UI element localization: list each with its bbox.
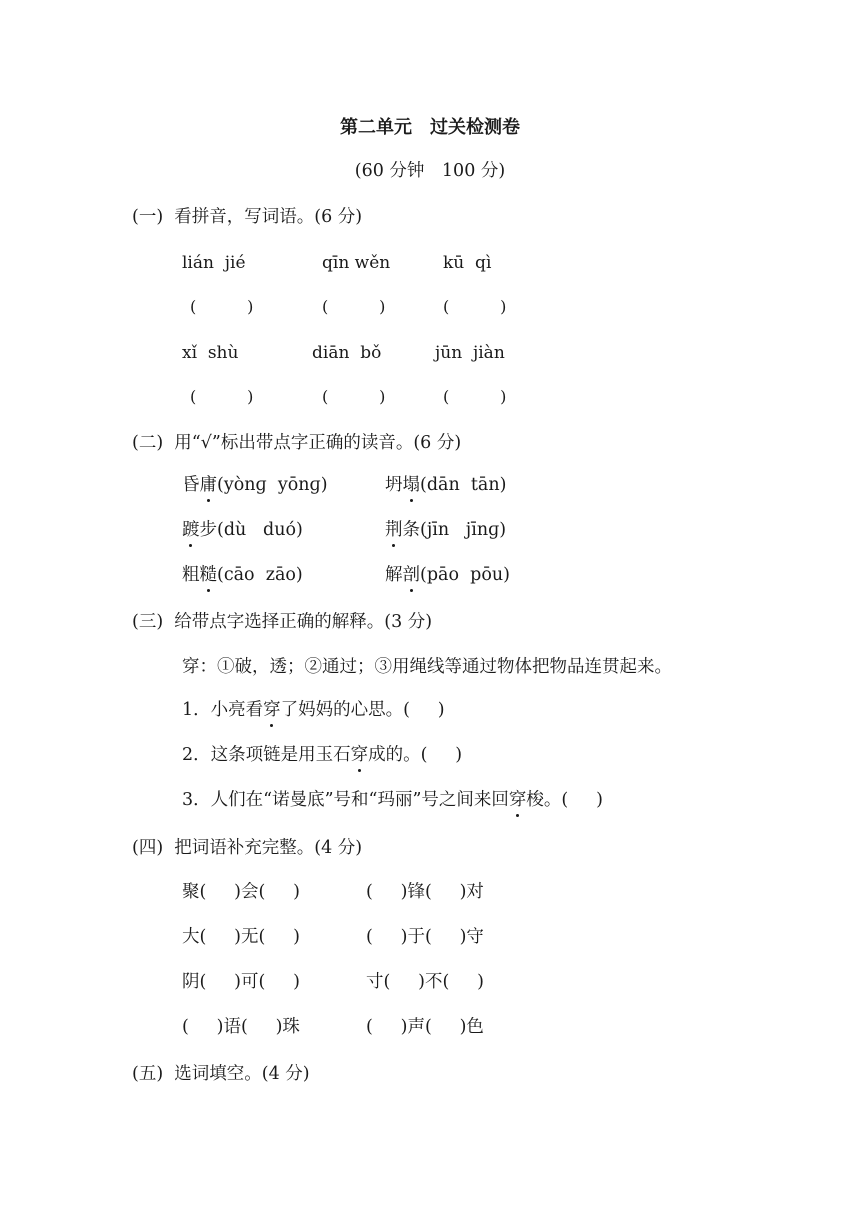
reading-item-4: 荆条(jīn jīnɡ) xyxy=(385,520,507,540)
definition-line: 穿：①破，透；②通过；③用绳线等通过物体把物品连贯起来。 xyxy=(182,657,672,677)
question-3: 3．人们在“诺曼底”号和“玛丽”号之间来回穿梭。( ) xyxy=(182,790,603,810)
pinyin-6: jūn jiàn xyxy=(435,343,505,363)
section-2-heading: (二) 用“√”标出带点字正确的读音。(6 分) xyxy=(132,433,462,453)
reading-item-1: 昏庸(yònɡ yōnɡ) xyxy=(182,475,328,495)
answer-blank-3[interactable]: ( ) xyxy=(443,297,507,316)
idiom-blank-3[interactable]: 大( )无( ) xyxy=(182,927,300,947)
idiom-blank-8[interactable]: ( )声( )色 xyxy=(366,1017,484,1037)
question-2: 2．这条项链是用玉石穿成的。( ) xyxy=(182,745,463,765)
idiom-blank-4[interactable]: ( )于( )守 xyxy=(366,927,484,947)
answer-blank-6[interactable]: ( ) xyxy=(443,387,507,406)
pinyin-2: qīn wěn xyxy=(322,253,391,273)
idiom-blank-1[interactable]: 聚( )会( ) xyxy=(182,882,300,902)
idiom-blank-6[interactable]: 寸( )不( ) xyxy=(366,972,484,992)
idiom-blank-2[interactable]: ( )锋( )对 xyxy=(366,882,484,902)
pinyin-5: diān bǒ xyxy=(312,343,382,363)
reading-item-6: 解剖(pāo pōu) xyxy=(385,565,510,585)
section-5-heading: (五) 选词填空。(4 分) xyxy=(132,1064,310,1084)
answer-blank-1[interactable]: ( ) xyxy=(190,297,254,316)
pinyin-1: lián jié xyxy=(182,253,246,273)
answer-blank-2[interactable]: ( ) xyxy=(322,297,386,316)
exam-duration-score: (60 分钟 100 分) xyxy=(354,161,506,181)
section-1-heading: (一) 看拼音，写词语。(6 分) xyxy=(132,207,363,227)
idiom-blank-7[interactable]: ( )语( )珠 xyxy=(182,1017,300,1037)
answer-blank-4[interactable]: ( ) xyxy=(190,387,254,406)
section-4-heading: (四) 把词语补充完整。(4 分) xyxy=(132,838,363,858)
page-title: 第二单元 过关检测卷 xyxy=(340,117,520,138)
reading-item-5: 粗糙(cāo zāo) xyxy=(182,565,303,585)
question-1: 1．小亮看穿了妈妈的心思。( ) xyxy=(182,700,445,720)
answer-blank-5[interactable]: ( ) xyxy=(322,387,386,406)
reading-item-3: 踱步(dù duó) xyxy=(182,520,303,540)
reading-item-2: 坍塌(dān tān) xyxy=(385,475,507,495)
pinyin-4: xǐ shù xyxy=(182,343,239,363)
section-3-heading: (三) 给带点字选择正确的解释。(3 分) xyxy=(132,612,433,632)
idiom-blank-5[interactable]: 阴( )可( ) xyxy=(182,972,300,992)
pinyin-3: kū qì xyxy=(443,253,492,273)
